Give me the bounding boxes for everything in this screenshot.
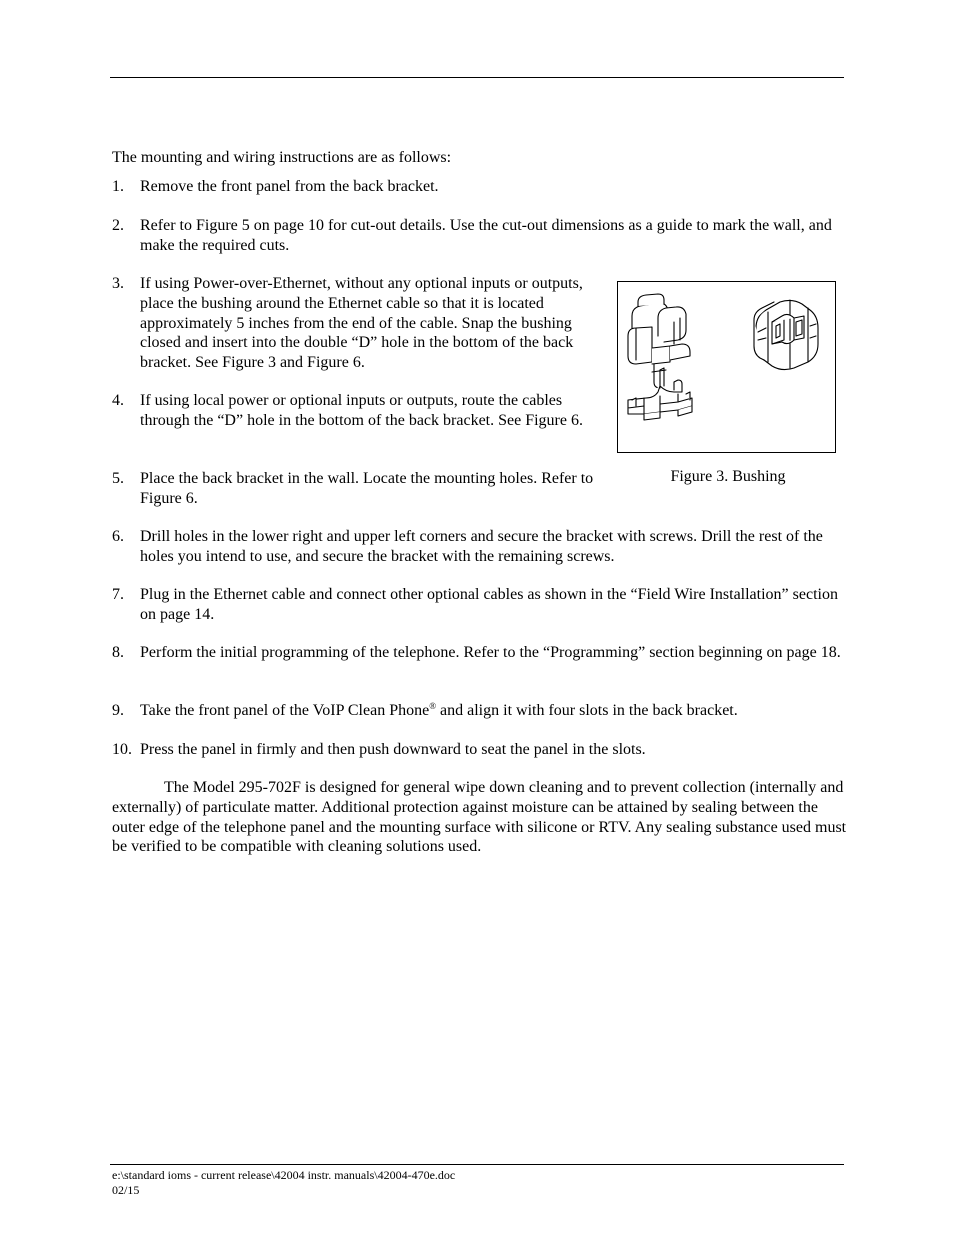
cleaning-paragraph: The Model 295-702F is designed for general wipe down cleaning and to prevent collection (internally and externally) of particulate matter. Additional protection against moisture can be attained by sealing between the outer edge of the telephone panel and the mounting surface with silicone or RTV. Any sealing substance used must be verified to be compatible with cleaning solutions used. <box>112 779 847 856</box>
step-number: 5. <box>112 470 124 487</box>
step-text: Plug in the Ethernet cable and connect other optional cables as shown in the “Field Wire Installation” section on page 14. <box>140 586 838 623</box>
step-text: Remove the front panel from the back bracket. <box>140 178 439 195</box>
step-4 <box>112 391 598 431</box>
footer-rule <box>110 1164 844 1165</box>
step-2 <box>112 216 852 256</box>
step-number: 10. <box>112 741 132 758</box>
step-8 <box>112 643 852 663</box>
step-text-after: and align it with four slots in the back bracket. <box>436 702 738 719</box>
step-text-before: Take the front panel of the VoIP Clean Phone <box>140 702 430 719</box>
step-number: 8. <box>112 644 124 661</box>
registered-mark: ® <box>429 701 437 711</box>
bushing-open-lower-half <box>628 380 692 420</box>
step-text: If using local power or optional inputs or outputs, route the cables through the “D” hole in the bottom of the back bracket. See Figure 6. <box>140 392 583 429</box>
step-number: 3. <box>112 275 124 292</box>
step-5 <box>112 469 598 509</box>
step-7 <box>112 585 852 625</box>
step-9 <box>112 701 852 721</box>
step-text: Place the back bracket in the wall. Locate the mounting holes. Refer to Figure 6. <box>140 470 594 507</box>
header-rule <box>110 77 844 78</box>
bushing-figure <box>617 281 836 453</box>
step-10 <box>112 740 852 760</box>
figure-caption: Figure 3. Bushing <box>670 468 786 485</box>
step-number: 1. <box>112 178 124 195</box>
bushing-illustration <box>618 282 837 454</box>
step-number: 2. <box>112 217 124 234</box>
bushing-open-upper-half <box>628 294 690 364</box>
footer-file-path: e:\standard ioms - current release\42004 instr. manuals\42004-470e.doc <box>112 1168 456 1182</box>
step-text: If using Power-over-Ethernet, without any optional inputs or outputs, place the bushing around the Ethernet cable so that it is located approximately 5 inches from the end of the cable. Snap the bushing closed and insert into the double “D” hole in the bottom of the back bracket. See Figure 3 and Figure 6. <box>140 275 583 372</box>
bushing-hinge-strap <box>652 364 666 388</box>
step-3 <box>112 274 598 373</box>
step-6 <box>112 527 852 567</box>
step-number: 7. <box>112 586 124 603</box>
step-1 <box>112 177 852 197</box>
step-text: Refer to Figure 5 on page 10 for cut-out details. Use the cut-out dimensions as a guide to mark the wall, and make the required cuts. <box>140 217 832 254</box>
step-number: 9. <box>112 702 124 719</box>
step-text: Perform the initial programming of the telephone. Refer to the “Programming” section beginning on page 18. <box>140 644 841 661</box>
bushing-closed <box>754 300 818 370</box>
step-number: 6. <box>112 528 124 545</box>
step-text: Press the panel in firmly and then push downward to seat the panel in the slots. <box>140 741 646 758</box>
step-text: Drill holes in the lower right and upper left corners and secure the bracket with screws. Drill the rest of the holes you intend to use, and secure the bracket with the remaining screws. <box>140 528 823 565</box>
footer-date: 02/15 <box>112 1183 140 1197</box>
step-text <box>140 701 852 721</box>
intro-text: The mounting and wiring instructions are as follows: <box>112 149 452 166</box>
step-number: 4. <box>112 392 124 409</box>
footer <box>112 1168 455 1198</box>
